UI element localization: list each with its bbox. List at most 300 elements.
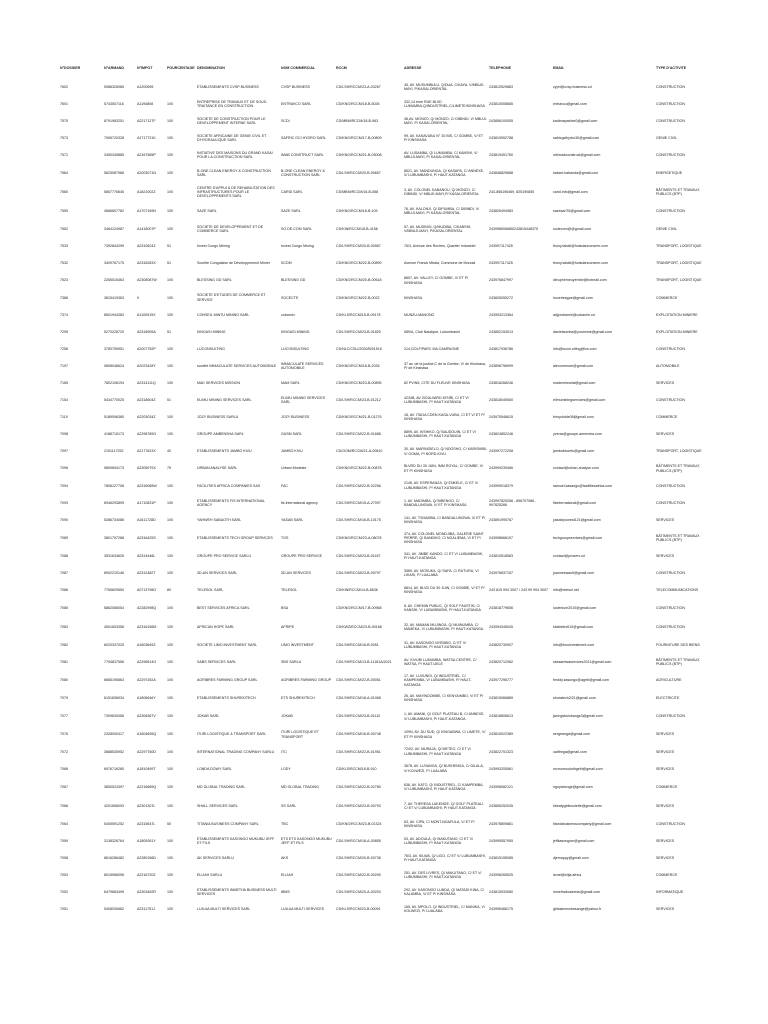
cell-telephone: 243997117425 (489, 244, 513, 249)
cell-type-activite: SERVICES (656, 838, 675, 843)
cell-nom-commercial: AFRIPE (281, 625, 294, 630)
cell-nom-commercial: SCDM (281, 261, 292, 266)
cell-denomination: ELIJAH SARLU (197, 872, 223, 877)
cell-denomination: MD GLOBAL TRADING SARL (197, 784, 246, 789)
cell-armand: 3138326764 (104, 838, 124, 843)
cell-rccm: CD/KNG/RCCM/22-B-00878 (336, 466, 382, 471)
cell-email: biroyduble08@gmail.com (553, 415, 594, 420)
cell-nom-commercial: CVSP BUSINESS (281, 84, 310, 89)
cell-armand: 5743507116 (104, 101, 124, 106)
cell-telephone: 243997825266 - 896707086 - 997825266 (489, 498, 537, 507)
cell-telephone: 243810508685 (489, 101, 513, 106)
table-row (59, 671, 713, 690)
cell-telephone: 243815933080 (489, 890, 513, 895)
cell-dossier: 7386 (60, 295, 68, 300)
cell-impot: A2308087W (137, 278, 157, 283)
cell-type-activite: SERVICES (656, 855, 675, 860)
cell-dossier: 7052 (60, 890, 68, 895)
cell-rccm: CD/LSH/RCCM/18-A-00855 (336, 838, 381, 843)
cell-nom-commercial: Urbani Modeste (281, 466, 307, 471)
cell-type-activite: BÂTIMENTS ET TRAVAUX PUBLICS (BTP) (656, 464, 700, 473)
cell-nom-commercial: SAFRIC GCI HYDRO SARL (281, 135, 326, 140)
cell-adresse: 30, AV. MARINGIELO, Q/ NDOSHO, C/ KARISIMBI, V/ GOMA, P/ NORD-KIVU (404, 447, 487, 456)
cell-impot: A2303452R (137, 890, 156, 895)
col-header-armand: N°ARMAND (104, 66, 125, 70)
cell-type-activite: CONSTRUCTION (656, 500, 685, 505)
cell-telephone: 243978809861 (489, 821, 513, 826)
cell-telephone: 243819451760 (489, 153, 513, 158)
cell-email: kabwe.kabanda@gmail.com (553, 171, 599, 176)
table-row (59, 95, 713, 112)
cell-dossier: 7072 (60, 749, 68, 754)
cell-adresse: 17, AV. LUVUNGI, Q/ INDUSTRIEL, C/ KAMPEMBA, V/ LUBUMBASHI, P/ HAUT-KATANGA (404, 673, 472, 687)
cell-impot: A2007752P (137, 346, 156, 351)
cell-impot: A1707169N (137, 209, 156, 214)
cell-email: oalifrega@gmail.com (553, 749, 587, 754)
cell-telephone: 243998666197 (489, 535, 513, 540)
cell-email: sbssamtsaservices2021@gmail.com (553, 660, 612, 665)
cell-rccm: CD/LSH/RCCM/15-A-27097 (336, 500, 381, 505)
table-row (59, 112, 713, 129)
cell-armand: 7765829550 (104, 588, 124, 593)
cell-impot: A1611728D (137, 517, 156, 522)
cell-pourcentage: 100 (167, 171, 173, 176)
cell-dossier: 7532 (60, 261, 68, 266)
cell-type-activite: CONSTRUCTION (656, 153, 685, 158)
cell-email: elimuminingservices@gmail.com (553, 398, 606, 403)
cell-nom-commercial: SO.DE.COM SARL (281, 227, 312, 232)
cell-pourcentage: 100 (167, 483, 173, 488)
cell-nom-commercial: JOKAB (281, 714, 293, 719)
cell-armand: 6665195663 (104, 678, 124, 683)
cell-impot: A2310624Z (137, 244, 156, 249)
cell-impot: A2305079X (137, 466, 156, 471)
cell-adresse: 7, AV. THERESA LUKENGE, Q/ GOLF PLATEAU, C/ ET V/ LUBUMBASHI, P/ HAUT-KATANGA (404, 801, 484, 810)
cell-nom-commercial: SAZE SARL (281, 209, 301, 214)
cell-email: fisinternational@gmail.com (553, 500, 597, 505)
cell-pourcentage: 100 (167, 643, 173, 648)
cell-rccm: CD/KNG/RCCM/18-B-5026 (336, 101, 380, 106)
table-row (59, 815, 713, 832)
cell-email: hoverleague@gmail.com (553, 295, 593, 300)
table-row (59, 796, 713, 815)
cell-denomination: YAHWEH SABAOTH SARL (197, 517, 242, 522)
col-header-email: EMAIL (553, 66, 565, 70)
cell-denomination: BEST SERVICES AFRICA SARL (197, 606, 250, 611)
cell-rccm: CD/KNG/RCCM/22-B-0022 (336, 295, 380, 300)
cell-type-activite: ELECTRICITE (656, 696, 680, 701)
cell-armand: 6020337025 (104, 643, 124, 648)
cell-denomination: ETABLISSEMENTS INMETHA BUSINESS MULTI SERVICES (197, 887, 277, 897)
cell-nom-commercial: IMMACULATE SERVICES AUTOMOBILE (281, 361, 324, 371)
cell-rccm: CD/LSH/RCCM/13-B-11181A/2021 (336, 660, 392, 665)
cell-pourcentage: 100 (167, 535, 173, 540)
cell-nom-commercial: JOZY BUSINESS (281, 415, 310, 420)
cell-type-activite: SERVICES (656, 907, 675, 912)
cell-adresse: 8, AV. CHEMIN PUBLIC, Q/ SOLF FAUSTIN, C/ KANSHI, V/ LUBUMBASHI, P/ HAUT-KATANGA (404, 603, 481, 613)
cell-email: sergeanga@gmail.com (553, 732, 591, 737)
cell-email: sodecom@@gmail.com (553, 227, 592, 232)
cell-denomination: CENTRE D'APPUI & DE REHABILITATION DES INFRASTRUCTURES POUR LE DEVELOPPEMENTS SARL (197, 185, 275, 199)
cell-email: safricgcihydro30@gmail.com (553, 135, 600, 140)
cell-pourcentage: 51 (167, 244, 171, 249)
cell-telephone: 243818806613 (489, 714, 513, 719)
cell-type-activite: CONSTRUCTION (656, 118, 685, 123)
cell-nom-commercial: MAM SARL (281, 381, 300, 385)
table-row (59, 726, 713, 743)
table-row (59, 637, 713, 654)
cell-dossier: 7058 (60, 855, 68, 860)
cell-denomination: SOCIETE AFRICAINE DE GENIE CIVIL ET D'HYDRAULIQUE SARL (197, 133, 267, 143)
cell-impot: A2297760D (137, 749, 156, 754)
cell-impot: A2298789G (137, 432, 157, 437)
cell-nom-commercial: LUCONSULTING (281, 346, 309, 351)
cell-rccm: CD/KNG/RCCM/18-B-2026 (336, 363, 380, 368)
cell-nom-commercial: ELIJAH (281, 872, 294, 877)
cell-rccm: CD/LSH/RCCM/20-A-00203 (336, 890, 381, 895)
cell-armand: 8791983251 (104, 118, 124, 123)
cell-armand: 8616286482 (104, 855, 124, 860)
cell-nom-commercial: YASAB SARL (281, 517, 304, 522)
cell-type-activite: EXPLOITATION MINIERE (656, 329, 698, 334)
cell-rccm: CD/LSH/RCCM/22-B-01951 (336, 749, 381, 754)
cell-rccm: CD/LSH/RCCM/22-B-01688 (336, 432, 381, 437)
cell-impot: A2314111Q (137, 381, 156, 385)
cell-nom-commercial: KINGASI MINING (281, 329, 310, 334)
cell-adresse: 76/3, AV. KILWA, Q/ LIDO, C/ ET V/ LUBUMBASHI, P/ HAUT-KATANGA (404, 853, 486, 863)
cell-telephone: 243993213364 (489, 312, 513, 317)
cell-adresse: 26, AV. MAYINDOMBE, C/ KENYA/MBO, V/ ET P/ KINSHASA (404, 694, 484, 703)
cell-adresse: 3678, AV. LUVANGA, Q/ BUSHENGA, C/ DILALA, V/ KOLWEZI, P/ LUALABA (404, 764, 484, 773)
table-row (59, 777, 713, 796)
cell-adresse: 2146, AV. ESPERANZA, Q/ ENKELE, C/ ET V/ LUBUMBASHI, P/ HAUT-KATANGA (404, 481, 479, 490)
cell-armand: 3409767175 (104, 261, 124, 266)
cell-rccm: CD/LSH/RCCM/22-B-02780 (336, 784, 381, 789)
cell-dossier: 7089 (60, 535, 68, 540)
cell-dossier: 7081 (60, 660, 68, 665)
cell-denomination: AGRIBRES FARMING GROUP SARL (197, 678, 258, 683)
cell-adresse: 1, AV. AMANI, Q/ GOLF PLATEAU B, C/ ANNEXE, V/ LUBUMBASHI, P/ HAUT-KATANGA (404, 712, 485, 721)
cell-email: titaniabusinesscompany@gmail.com (553, 821, 612, 826)
cell-email: jwongsbulokangs3@gmail.com (553, 714, 603, 719)
cell-telephone: 243891995767 (489, 517, 513, 522)
cell-armand: 0808046624 (104, 363, 124, 368)
table-row (59, 78, 713, 95)
cell-armand: 8015966096 (104, 872, 124, 877)
cell-pourcentage: 100 (167, 209, 173, 214)
cell-adresse: 251, AV. DES LIVRES, Q/ MAKUTANO, C/ ET V/ LUBUMBASHI, P/ HAUT-KATANGA (404, 870, 482, 880)
cell-denomination: SHALL SERVICES SARL (197, 803, 238, 808)
cell-dossier: 7098 (60, 432, 68, 437)
cell-type-activite: CONSTRUCTION (656, 101, 685, 106)
cell-rccm: CD/LSH/RCCM/20-B-00657 (336, 171, 381, 176)
cell-type-activite: COMMERCE (656, 415, 678, 420)
cell-email: jambokivuets@gmail.com (553, 449, 594, 454)
cell-rccm: CD/LSH/RCCM/23-B-01212 (336, 398, 381, 403)
cell-dossier: 7082 (60, 643, 68, 648)
cell-armand: 3464124987 (104, 227, 124, 232)
cell-pourcentage: 100 (167, 295, 173, 300)
cell-armand: 6976716280 (104, 766, 124, 771)
cell-pourcentage: 100 (167, 278, 173, 283)
cell-dossier: 7093 (60, 500, 68, 505)
cell-adresse: 8899, AV. KISHIKO, Q/ BAUDOUIN, C/ ET V/ LUBUMBASHI, P/ HAUT-KATANGA (404, 430, 476, 439)
cell-type-activite: COMMERCE (656, 784, 678, 789)
cell-telephone: 243852153013 (489, 329, 513, 334)
cell-nom-commercial: LIMO INVESTMENT (281, 643, 314, 648)
cell-dossier: 7053 (60, 872, 68, 877)
cell-type-activite: TRANSPORT, LOGISTIQUE (656, 244, 702, 249)
table-row (59, 164, 713, 183)
table-row (59, 654, 713, 671)
cell-telephone: 243848829688 (489, 171, 513, 176)
cell-telephone: 243994345045 (489, 625, 513, 630)
col-header-impot: N°IMPOT (137, 66, 153, 70)
table-row (59, 901, 713, 918)
cell-armand: 8902219146 (104, 570, 124, 575)
table-row (59, 272, 713, 289)
cell-telephone: 243815066889 (489, 696, 513, 701)
cell-email: yasabpooreal121@gmail.com (553, 517, 601, 522)
cell-type-activite: COMMERCE (656, 295, 678, 300)
cell-pourcentage: 51 (167, 398, 171, 403)
cell-denomination: ELIMU MINING SERVICES SARL (197, 398, 252, 403)
cell-email: samuel.kasango@facilitiesafrica.com (553, 483, 613, 488)
cell-rccm: CD/KLS/RCCM/15-B-09178 (336, 312, 381, 317)
cell-rccm: CD/KLS/RCCM/23-B-00091 (336, 907, 381, 912)
table-row (59, 511, 713, 528)
cell-adresse: 57, AV. MUDINGI, Q/MUDIBA, C/KANSHI, V/MBUJI-MAYI, P/KASAI-ORIENTAL (404, 225, 472, 234)
cell-email: info@limoinvestment.com (553, 643, 595, 648)
cell-armand: 7309630056 (104, 714, 124, 719)
cell-telephone: 243818268246 (489, 381, 513, 385)
cell-dossier: 7083 (60, 625, 68, 630)
cell-denomination: ETABLISSEMENTS SHUREKITECH (197, 696, 256, 701)
cell-adresse: 3569, AV. MOSUKA, Q/ SAFA, C/ RUTURU, V/ LIKASI, P/ LUALABA (404, 568, 479, 578)
cell-type-activite: SERVICES (656, 803, 675, 808)
cell-armand: 2265515463 (104, 278, 124, 283)
cell-email: kadimapatrice0@gmail.com (553, 118, 598, 123)
cell-email: joanneswault@gmail.com (553, 570, 595, 575)
cell-impot: A2217127F (137, 118, 156, 123)
cell-rccm: CD/KIN/RCCM/14-B-6636 (336, 588, 378, 593)
table-row (59, 547, 713, 564)
cell-denomination: SOCIETE D'ETUDES DE COMMERCE ET SERVICE (197, 293, 266, 302)
cell-telephone: 243997117425 (489, 261, 513, 266)
table-row (59, 760, 713, 777)
cell-denomination: Invest Congo Mining (197, 244, 230, 249)
cell-adresse: 82 PV/N5, CITE DU FLEUVE KINSHASA (404, 381, 470, 385)
cell-pourcentage: 100 (167, 890, 173, 895)
cell-dossier: 7523 (60, 278, 68, 283)
cell-dossier: 7601 (60, 101, 68, 106)
cell-rccm: CD/KNG/RCCM/17-B-00809 (336, 135, 382, 140)
cell-email: carid.info@gmail.com (553, 190, 588, 195)
cell-armand: 3801797288 (104, 535, 124, 540)
cell-type-activite: CONSTRUCTION (656, 714, 685, 719)
cell-rccm: CD/LSH/RCCM/23-B-01187 (336, 553, 381, 558)
cell-armand: 3531634626 (104, 553, 124, 558)
cell-armand: 7806127708 (104, 483, 124, 488)
cell-pourcentage: 100 (167, 570, 173, 575)
cell-impot: A1604695Q (137, 732, 157, 737)
cell-email: thony.tabali@hotsdanconsem.com (553, 244, 608, 249)
col-header-denomination: DENOMINATION (197, 66, 225, 70)
cell-telephone: 243995557955 (489, 838, 513, 843)
cell-pourcentage: 51 (167, 261, 171, 266)
cell-denomination: ITURI LOGISTIQUE & TRANSPORT SARL (197, 732, 267, 737)
cell-adresse: 4234B, AV. BOULVARD M'SIRI, C/ ET V/ LUBUMBASHI, P/ HAUT-KATANGA (404, 395, 469, 405)
cell-rccm: CD/LSH/RCCM/23-A-03267 (336, 84, 381, 89)
cell-impot: A1809261Y (137, 838, 156, 843)
cell-nom-commercial: 3D-AN SERVICES (281, 570, 311, 575)
table-row (59, 392, 713, 409)
cell-pourcentage: 40 (167, 449, 171, 454)
cell-nom-commercial: Invest Congo Mining (281, 244, 314, 249)
cell-adresse: 374, AV. COLONEL MONDJIBA, GALERIE SAINT PIERRE, Q/ BANDIKO, C/ NGALIEMA, V/ ET P/ KINSHASA (404, 531, 484, 545)
cell-telephone: 243999239466 (489, 466, 513, 471)
cell-type-activite: TELECOMMUNICATIONS (656, 588, 699, 593)
cell-armand: 5857776645 (104, 190, 124, 195)
cell-nom-commercial: MD GLOBAL TRADING (281, 784, 319, 789)
cell-email: djemappy@gmail.com (553, 855, 589, 860)
cell-dossier: 7154 (60, 398, 68, 403)
cell-email: kitabelev610@gmail.com (553, 625, 594, 630)
cell-telephone: 243856100055 (489, 118, 513, 123)
cell-impot: A2316425S (137, 535, 156, 540)
cell-dossier: 7165 (60, 381, 68, 385)
cell-rccm: CD/KNG/RCCM/22-B-00899 (336, 261, 382, 266)
cell-denomination: LONDA DOWY SARL (197, 766, 232, 771)
cell-armand: 3450345865 (104, 153, 124, 158)
cell-armand: 5890694173 (104, 466, 124, 471)
cell-rccm: CD/LSH/RCCM/20-B-00738 (336, 855, 381, 860)
cell-adresse: 63, AV. CIPA, C/ MONT-NGAFULA, V/ ET P/ KINSHASA (404, 819, 475, 828)
cell-denomination: GROUPE AMBENSHA SARL (197, 432, 244, 437)
cell-impot: A2216689Q (137, 784, 157, 789)
cell-email: lucienlum2010@gmail.com (553, 606, 597, 611)
cell-armand: 5189096380 (104, 415, 124, 420)
cell-type-activite: GENIE CIVIL (656, 227, 678, 232)
cell-pourcentage: 100 (167, 732, 173, 737)
cell-dossier: 7559 (60, 209, 68, 214)
cell-pourcentage: 51 (167, 329, 171, 334)
cell-impot: A2316085W (137, 483, 157, 488)
cell-dossier: 7086 (60, 588, 68, 593)
cell-impot: A2203034Z (137, 415, 156, 420)
cell-pourcentage: 100 (167, 678, 173, 683)
cell-adresse: 724/2, AV. MURAJA, Q/ METEO, C/ ET V/ LUBUMBASHI, P/ HAUT-KATANGA (404, 747, 471, 756)
cell-email: cypri@cvsp.business.cd (553, 84, 592, 89)
cell-pourcentage: 100 (167, 432, 173, 437)
cell-rccm: CD/KNG/RCCM/23-B-01324 (336, 821, 382, 826)
cell-telephone: 243999018379 (489, 483, 513, 488)
table-row (59, 426, 713, 443)
cell-nom-commercial: TELESOL (281, 588, 298, 593)
cell-armand: 8501944383 (104, 312, 124, 317)
table-row (59, 849, 713, 866)
col-header-dossier: N°DOSSIER (60, 66, 81, 70)
cell-rccm: CD/KNG/RCCM/21-B-03008 (336, 153, 382, 158)
cell-denomination: ETABLISSEMENTS KASONGO MUKUBU JEFF ET FILS (197, 836, 275, 845)
cell-armand: 6946293899 (104, 500, 124, 505)
cell-pourcentage: 100 (167, 696, 173, 701)
cell-pourcentage: 100 (167, 101, 173, 106)
cell-denomination: ETABLISSEMENTS JAMBO KIVU (197, 449, 252, 454)
cell-telephone: 243810529883 (489, 84, 513, 89)
cell-rccm: CD/LSH/RCCM/23-B-01110 (336, 714, 381, 719)
cell-adresse: 214,GOLF/PARC MA CAMPAGNE (404, 346, 459, 351)
cell-type-activite: CONSTRUCTION (656, 570, 685, 575)
cell-adresse: 32, AV. MAMAN MUJINGA, Q/ MUINUMBA, C/ MAMEKA, V/ LUBUMBASHI, P/ HAUT-KATANGA (404, 622, 484, 632)
cell-impot: A2297262A (137, 678, 156, 683)
cell-pourcentage: 100 (167, 855, 173, 860)
cell-dossier: 7077 (60, 714, 68, 719)
table-row (59, 565, 713, 582)
cell-impot: A2282998Q (137, 606, 157, 611)
table-row (59, 323, 713, 340)
cell-telephone: 243826055272 (489, 295, 513, 300)
cell-impot: A1200595 (137, 84, 154, 89)
table-row (59, 618, 713, 637)
cell-impot: A2301307L (137, 803, 156, 808)
cell-rccm: CD/MBM/RCCM/18-B-963 (336, 118, 379, 123)
cell-nom-commercial: B-ONE CLEAN ENERGY & CONSTRUCTION SARL (281, 168, 325, 178)
cell-dossier: 7097 (60, 449, 68, 454)
cell-dossier: 7374 (60, 312, 68, 317)
cell-email: aleourmeure@gmail.com (553, 363, 594, 368)
cell-pourcentage: 100 (167, 346, 173, 351)
cell-dossier: 7059 (60, 838, 68, 843)
cell-pourcentage: 100 (167, 363, 173, 368)
cell-type-activite: SERVICES (656, 381, 675, 385)
cell-nom-commercial: GASM SARL (281, 432, 302, 437)
cell-nom-commercial: CARID SARL (281, 190, 303, 195)
cell-dossier: 7533 (60, 244, 68, 249)
cell-pourcentage (166, 78, 196, 95)
cell-denomination: AK SERVICES SARLU (197, 855, 234, 860)
cell-armand: 3815419363 (104, 295, 124, 300)
table-row (59, 358, 713, 375)
cell-impot: A1100519X (137, 312, 156, 317)
cell-impot: A1821002Z (137, 190, 156, 195)
cell-email: freddy.kasongo@agrib@gmail.com (553, 678, 609, 683)
table-row (59, 582, 713, 599)
cell-impot: A1806646Y (137, 696, 156, 701)
cell-type-activite: CONSTRUCTION (656, 606, 685, 611)
cell-nom-commercial: ITURI LOGISTIQUE ET TRANSPORT (281, 730, 319, 739)
cell-armand: 5405591252 (104, 821, 124, 826)
cell-adresse: 589/A, Club Nautique, Lubumbashi (404, 329, 460, 334)
cell-rccm: CD/KNG/RCCM/17-B-00968 (336, 606, 382, 611)
cell-adresse: 76, AV. KALONJI, Q/ DIPUMBA, C/ DIBINDI, V/ MBUJI-MAYI, P/ KASAI-ORIENTAL (404, 206, 480, 216)
cell-email: yvenw@groupe-amensha.com (553, 432, 602, 437)
cell-armand: 4201656093 (104, 803, 124, 808)
cell-nom-commercial: SBS SARLU (281, 660, 302, 665)
cell-armand: 5988326085 (104, 84, 124, 89)
col-header-nom-commercial: NOM COMMERCIAL (281, 66, 316, 70)
cell-type-activite: CONSTRUCTION (656, 625, 685, 630)
cell-type-activite: BÂTIMENTS ET TRAVAUX PUBLICS (BTP) (656, 533, 700, 542)
cell-pourcentage: 100 (167, 517, 173, 522)
cell-impot: A2318905A (137, 329, 156, 334)
cell-pourcentage: 100 (167, 714, 173, 719)
cell-email: mcmorsoututhgelh@gmail.com (553, 766, 603, 771)
cell-type-activite: ENERGETIQUE (656, 171, 683, 176)
cell-rccm: CD/NLC/CSLI/2020/B/01516 (336, 346, 382, 351)
cell-dossier: 7088 (60, 553, 68, 558)
cell-adresse: 37 av. de la justice,C de la Gombe, V/ de Kinshasa, P/ de Kinshasa (404, 361, 486, 371)
